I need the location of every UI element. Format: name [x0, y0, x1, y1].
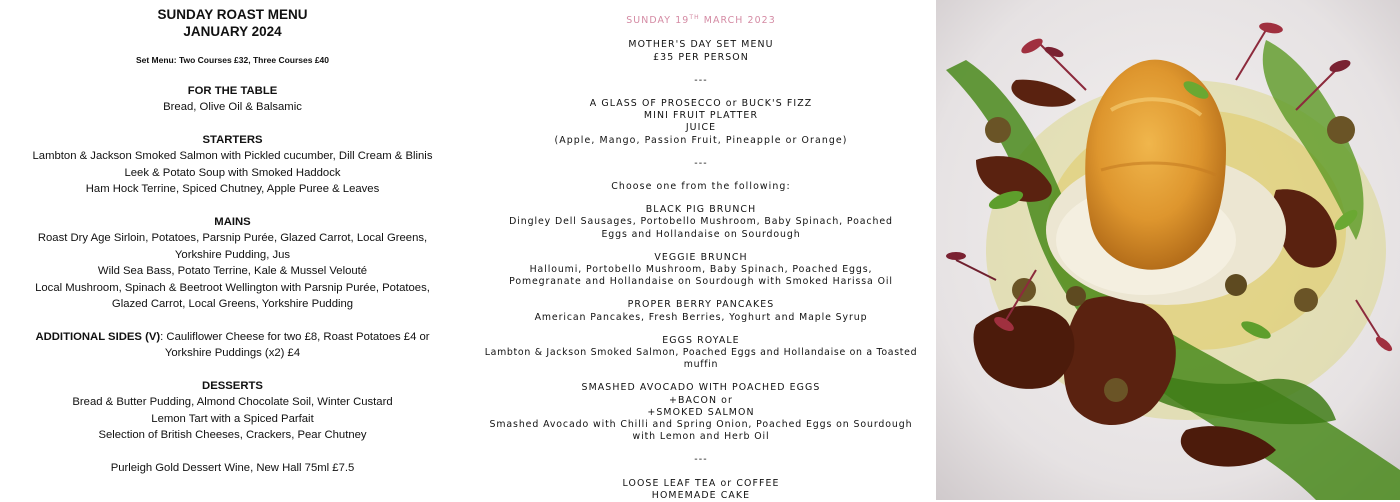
date-day: SUNDAY 19	[626, 15, 690, 27]
desserts-heading: DESSERTS	[202, 379, 263, 392]
drink-item: A GLASS OF PROSECCO or BUCK'S FIZZ	[589, 97, 813, 109]
drink-item: (Apple, Mango, Passion Fruit, Pineapple or Orange)	[554, 134, 848, 146]
menu-title: SUNDAY ROAST MENU	[157, 7, 308, 22]
menu-date	[470, 12, 932, 27]
date-suffix: TH	[689, 14, 700, 21]
crumb-piece	[1066, 286, 1086, 306]
starter-item: Ham Hock Terrine, Spiced Chutney, Apple Puree & Leaves	[85, 183, 380, 195]
for-the-table-heading: FOR THE TABLE	[187, 84, 278, 97]
crumb-piece	[1294, 288, 1318, 312]
dish-description: Dingley Dell Sausages, Portobello Mushroom, Baby Spinach, Poached Eggs and Hollandaise on Sourdough	[509, 216, 893, 240]
separator: ---	[694, 74, 708, 86]
crumb-piece	[1225, 274, 1247, 296]
sides-label: ADDITIONAL SIDES (V)	[35, 330, 161, 343]
separator: ---	[694, 454, 708, 466]
dish-name: VEGGIE BRUNCH	[654, 251, 748, 263]
dessert-item: Selection of British Cheeses, Crackers, Pear Chutney	[98, 429, 367, 441]
dish-name: EGGS ROYALE	[662, 334, 740, 346]
crumb-piece	[1104, 378, 1128, 402]
mains-heading: MAINS	[214, 215, 251, 228]
starter-item: Leek & Potato Soup with Smoked Haddock	[124, 166, 341, 179]
dish-option: +BACON or	[669, 394, 733, 406]
separator: ---	[694, 157, 708, 169]
main-item: Roast Dry Age Sirloin, Potatoes, Parsnip Purée, Glazed Carrot, Local Greens, Yorkshire Pudding, Jus	[37, 232, 428, 261]
for-the-table-item: Bread, Olive Oil & Balsamic	[163, 101, 302, 113]
choose-instruction: Choose one from the following:	[611, 180, 791, 192]
drink-item: MINI FRUIT PLATTER	[643, 110, 759, 122]
dessert-item: Lemon Tart with a Spiced Parfait	[151, 412, 314, 425]
tea-coffee: LOOSE LEAF TEA or COFFEE	[622, 477, 780, 489]
dessert-wine: Purleigh Gold Dessert Wine, New Hall 75ml £7.5	[110, 461, 355, 474]
set-menu-prices: Set Menu: Two Courses £32, Three Courses £40	[135, 55, 330, 65]
starters-heading: STARTERS	[202, 133, 263, 146]
dessert-item: Bread & Butter Pudding, Almond Chocolate Soil, Winter Custard	[72, 396, 393, 408]
dish-name: BLACK PIG BRUNCH	[645, 204, 757, 216]
dish-description: American Pancakes, Fresh Berries, Yoghurt and Maple Syrup	[534, 311, 868, 323]
dish-option: +SMOKED SALMON	[647, 406, 755, 418]
mothers-day-menu	[470, 0, 932, 500]
dish-description: Halloumi, Portobello Mushroom, Baby Spinach, Poached Eggs, Pomegranate and Hollandaise on Sourdough with Smoked Harissa Oil	[509, 263, 893, 288]
set-menu-price: £35 PER PERSON	[653, 51, 749, 63]
micro-herb	[946, 252, 966, 260]
crumb-piece	[985, 117, 1011, 143]
menu-subtitle: JANUARY 2024	[183, 24, 282, 39]
dish-description: Lambton & Jackson Smoked Salmon, Poached Eggs and Hollandaise on a Toasted muffin	[484, 346, 918, 371]
dish-name: SMASHED AVOCADO WITH POACHED EGGS	[581, 382, 821, 394]
sides-text: : Cauliflower Cheese for two £8, Roast Potatoes £4 or Yorkshire Puddings (x2) £4	[160, 330, 430, 359]
additional-sides	[0, 329, 465, 362]
set-menu-title: MOTHER'S DAY SET MENU	[628, 39, 774, 51]
main-item: Local Mushroom, Spinach & Beetroot Wellington with Parsnip Purée, Potatoes, Glazed Carrot, Local Greens, Yorkshire Pudding	[35, 281, 430, 310]
main-item: Wild Sea Bass, Potato Terrine, Kale & Mussel Velouté	[97, 265, 368, 277]
food-photo	[936, 0, 1400, 500]
starter-item: Lambton & Jackson Smoked Salmon with Pickled cucumber, Dill Cream & Blinis	[32, 150, 433, 162]
homemade-cake: HOMEMADE CAKE	[651, 489, 751, 501]
dish-name: PROPER BERRY PANCAKES	[627, 299, 775, 311]
drink-item: JUICE	[685, 122, 717, 134]
sunday-roast-menu	[0, 0, 465, 500]
crumb-piece	[1327, 116, 1355, 144]
date-month-year: MARCH 2023	[699, 15, 776, 27]
dish-description: Smashed Avocado with Chilli and Spring Onion, Poached Eggs on Sourdough with Lemon and Herb Oil	[489, 419, 913, 443]
